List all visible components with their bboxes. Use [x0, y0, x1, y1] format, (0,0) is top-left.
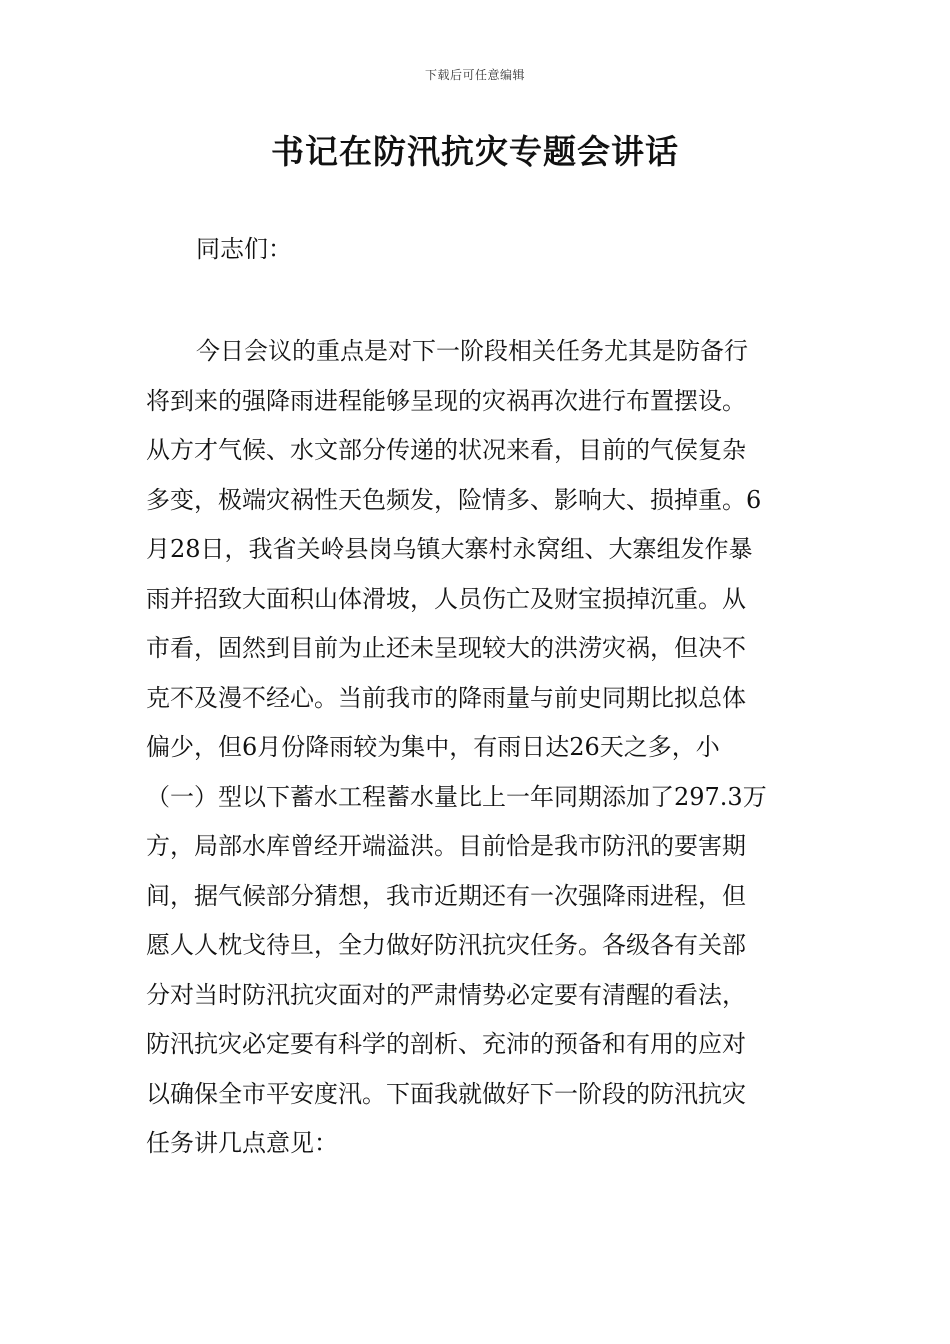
body-paragraph [146, 327, 810, 1169]
body-line: 今日会议的重点是对下一阶段相关任务尤其是防备行 [196, 337, 748, 365]
body-line: 方，局部水库曾经开端溢洪。目前恰是我市防汛的要害期 [146, 832, 746, 860]
body-line: 月28日，我省关岭县岗乌镇大寨村永窝组、大寨组发作暴 [146, 535, 753, 563]
header-note: 下载后可任意编辑 [424, 68, 525, 82]
body-line: 任务讲几点意见： [146, 1129, 338, 1157]
body-line: （一）型以下蓄水工程蓄水量比上一年同期添加了297.3万 [146, 782, 767, 811]
body-line: 将到来的强降雨进程能够呈现的灾祸再次进行布置摆设。 [146, 386, 746, 415]
body-line: 愿人人枕戈待旦，全力做好防汛抗灾任务。各级各有关部 [146, 931, 746, 959]
body-line: 从方才气候、水文部分传递的状况来看，目前的气侯复杂 [146, 436, 746, 464]
body-line: 雨并招致大面积山体滑坡，人员伤亡及财宝损掉沉重。从 [146, 584, 746, 613]
body-line: 克不及漫不经心。当前我市的降雨量与前史同期比拟总体 [146, 683, 746, 712]
body-line: 分对当时防汛抗灾面对的严肃情势必定要有清醒的看法， [146, 980, 746, 1009]
body-line: 市看，固然到目前为止还未呈现较大的洪涝灾祸，但决不 [146, 634, 746, 662]
salutation: 同志们： [196, 235, 292, 263]
body-line: 间，据气候部分猜想，我市近期还有一次强降雨进程，但 [146, 881, 746, 910]
body-line: 以确保全市平安度汛。下面我就做好下一阶段的防汛抗灾 [146, 1079, 746, 1108]
document-title: 书记在防汛抗灾专题会讲话 [271, 132, 679, 171]
body-line: 偏少，但6月份降雨较为集中，有雨日达26天之多，小 [146, 733, 720, 761]
body-line: 多变，极端灾祸性天色频发，险情多、影响大、损掉重。6 [146, 485, 762, 514]
body-line: 防汛抗灾必定要有科学的剖析、充沛的预备和有用的应对 [146, 1030, 746, 1058]
